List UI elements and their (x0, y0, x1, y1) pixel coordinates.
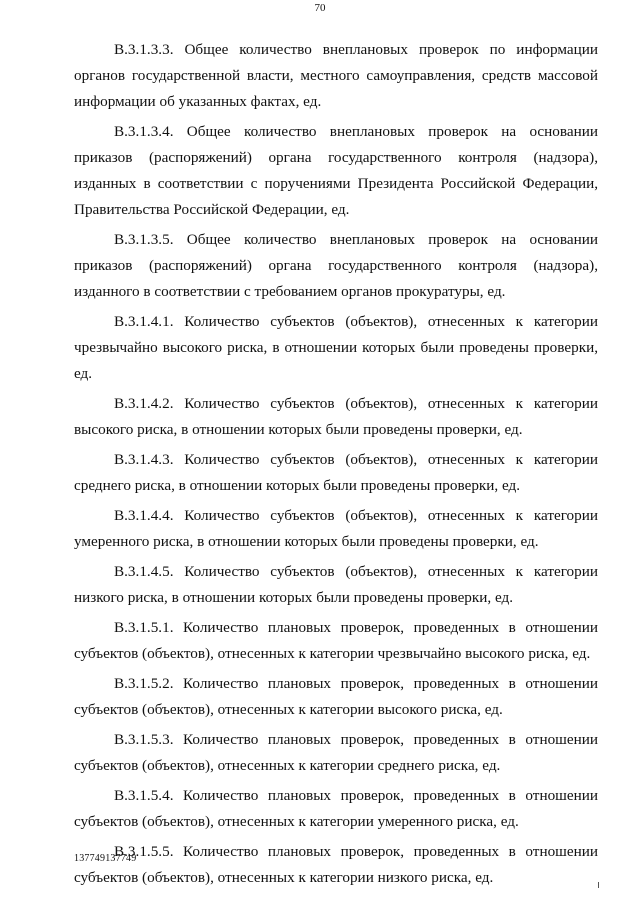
paragraph: В.3.1.4.5. Количество субъектов (объектов), отнесенных к категории низкого риска, в отношении которых были проведены проверки, ед. (74, 563, 598, 606)
scan-edge-mark (598, 882, 599, 888)
paragraph: В.3.1.4.3. Количество субъектов (объектов), отнесенных к категории среднего риска, в отношении которых были проведены проверки, ед. (74, 451, 598, 494)
paragraph: В.3.1.3.5. Общее количество внеплановых проверок на основании приказов (распоряжений) органа государственного контроля (надзора), изданного в соответствии с требованием органов прокуратуры, ед. (74, 231, 598, 300)
paragraph: В.3.1.5.4. Количество плановых проверок, проведенных в отношении субъектов (объектов), отнесенных к категории умеренного риска, ед. (74, 787, 598, 830)
paragraph: В.3.1.5.5. Количество плановых проверок, проведенных в отношении субъектов (объектов), отнесенных к категории низкого риска, ед. (74, 843, 598, 886)
page-number: 70 (314, 2, 326, 14)
document-number: 137749137749 (74, 853, 137, 864)
paragraph: В.3.1.5.3. Количество плановых проверок, проведенных в отношении субъектов (объектов), отнесенных к категории среднего риска, ед. (74, 731, 598, 774)
paragraph: В.3.1.3.4. Общее количество внеплановых проверок на основании приказов (распоряжений) органа государственного контроля (надзора), изданных в соответствии с поручениями Президента Российской Федерации, Правительства Российской Федерации, ед. (74, 123, 598, 218)
paragraph: В.3.1.3.3. Общее количество внеплановых проверок по информации органов государственной власти, местного самоуправления, средств массовой информации об указанных фактах, ед. (74, 41, 598, 110)
paragraph: В.3.1.4.2. Количество субъектов (объектов), отнесенных к категории высокого риска, в отношении которых были проведены проверки, ед. (74, 395, 598, 438)
paragraph: В.3.1.4.4. Количество субъектов (объектов), отнесенных к категории умеренного риска, в отношении которых были проведены проверки, ед. (74, 507, 598, 550)
paragraph: В.3.1.5.1. Количество плановых проверок, проведенных в отношении субъектов (объектов), отнесенных к категории чрезвычайно высокого риска, ед. (74, 619, 598, 662)
paragraph: В.3.1.5.2. Количество плановых проверок, проведенных в отношении субъектов (объектов), отнесенных к категории высокого риска, ед. (74, 675, 598, 718)
paragraph: В.3.1.4.1. Количество субъектов (объектов), отнесенных к категории чрезвычайно высокого риска, в отношении которых были проведены проверки, ед. (74, 313, 598, 382)
document-body (74, 37, 598, 895)
